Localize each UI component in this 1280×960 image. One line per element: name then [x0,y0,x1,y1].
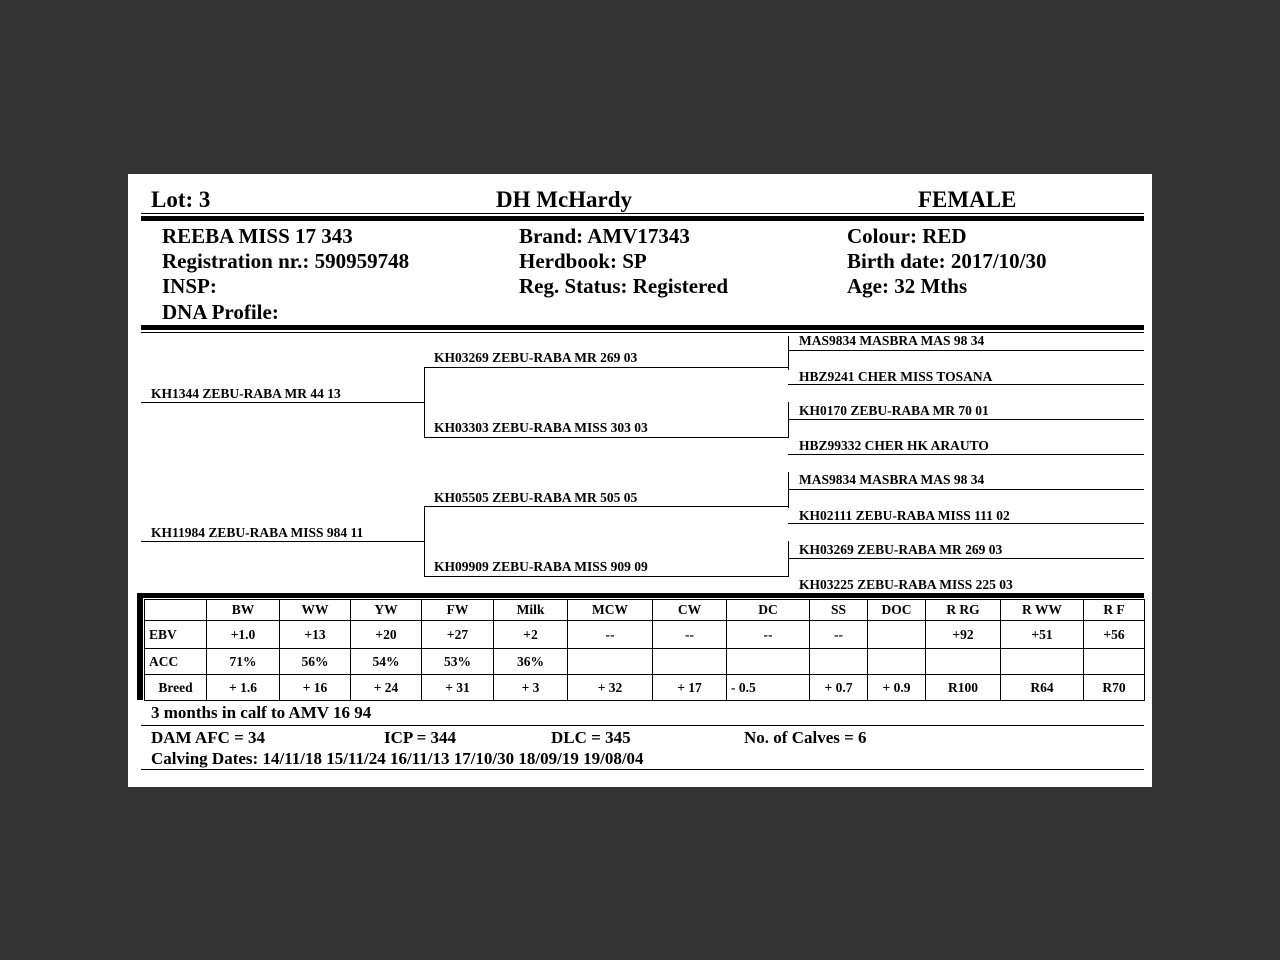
insp-field: INSP: [162,274,217,298]
ebv-col-rww: R WW [1001,600,1084,621]
gg-line-7 [788,558,1144,559]
ebv-rule-thick [137,593,1144,598]
pedigree-sire: KH1344 ZEBU-RABA MR 44 13 [151,386,341,401]
icp-value: ICP = 344 [384,728,457,747]
ebv-col-rrg: R RG [926,600,1001,621]
ebv-col-bw: BW [207,600,280,621]
ebv-cell: +13 [280,621,351,649]
acc-cell: 36% [494,649,568,675]
pedigree-sire-dam: KH03303 ZEBU-RABA MISS 303 03 [434,420,648,435]
ebv-col-ww: WW [280,600,351,621]
breed-cell: R100 [926,675,1001,701]
reg-status-field: Reg. Status: Registered [519,274,728,298]
pedigree-gg-1: MAS9834 MASBRA MAS 98 34 [799,333,985,348]
breed-row [145,675,1145,701]
gg-bracket-2 [788,402,789,438]
brand-field: Brand: AMV17343 [519,224,690,248]
breed-cell: + 24 [351,675,422,701]
dlc-value: DLC = 345 [551,728,631,747]
pedigree-gg-7: KH03269 ZEBU-RABA MR 269 03 [799,542,1003,557]
ebv-col-doc: DOC [868,600,926,621]
acc-cell [1084,649,1145,675]
ebv-cell: +56 [1084,621,1145,649]
dam-bracket [424,506,425,576]
ebv-cell: +1.0 [207,621,280,649]
gg-bracket-1 [788,336,789,370]
acc-cell [653,649,727,675]
breed-cell: + 0.7 [810,675,868,701]
gg-line-3 [788,419,1144,420]
gg-line-4 [788,454,1144,455]
breed-cell: + 0.9 [868,675,926,701]
gg-line-1 [788,350,1144,351]
notes-rule [141,725,1144,726]
ebv-header-row [145,600,1145,621]
pedigree-gg-6: KH02111 ZEBU-RABA MISS 111 02 [799,508,1010,523]
in-calf-note: 3 months in calf to AMV 16 94 [151,703,372,722]
registration-number: Registration nr.: 590959748 [162,249,410,273]
calves-count: No. of Calves = 6 [744,728,867,747]
gg-bracket-3 [788,472,789,508]
lot-value: 3 [198,187,211,212]
acc-cell: 54% [351,649,422,675]
birth-date-field: Birth date: 2017/10/30 [847,249,1047,273]
breed-cell: R70 [1084,675,1145,701]
pedigree-gg-5: MAS9834 MASBRA MAS 98 34 [799,472,985,487]
acc-row-label: ACC [145,649,207,675]
pedigree-gg-2: HBZ9241 CHER MISS TOSANA [799,369,993,384]
breed-cell: + 1.6 [207,675,280,701]
dam-dam-line [424,576,788,577]
colour-field: Colour: RED [847,224,967,248]
ebv-col-rf: R F [1084,600,1145,621]
ebv-col-yw: YW [351,600,422,621]
ebv-col-cw: CW [653,600,727,621]
ebv-col-milk: Milk [494,600,568,621]
sire-sire-line [424,367,788,368]
ebv-cell: -- [727,621,810,649]
ebv-table [144,599,1145,701]
breed-cell: - 0.5 [727,675,810,701]
breed-cell: + 16 [280,675,351,701]
acc-row [145,649,1145,675]
breed-cell: + 32 [568,675,653,701]
sire-bracket [424,367,425,437]
ebv-row-label: EBV [145,621,207,649]
pedigree-sire-sire: KH03269 ZEBU-RABA MR 269 03 [434,350,638,365]
gg-line-5 [788,489,1144,490]
breeder-name: DH McHardy [496,187,633,212]
ebv-cell: +20 [351,621,422,649]
ebv-row [145,621,1145,649]
ebv-cell: +27 [422,621,494,649]
acc-cell [1001,649,1084,675]
sire-line [141,402,424,403]
pedigree-dam: KH11984 ZEBU-RABA MISS 984 11 [151,525,364,540]
ebv-col-ss: SS [810,600,868,621]
dam-afc: DAM AFC = 34 [151,728,266,747]
ebv-col-dc: DC [727,600,810,621]
breed-cell: + 17 [653,675,727,701]
breed-row-label: Breed [145,675,207,701]
age-field: Age: 32 Mths [847,274,968,298]
ebv-cell [868,621,926,649]
sire-dam-line [424,437,788,438]
ebv-cell: -- [653,621,727,649]
sex-label: FEMALE [918,187,1017,212]
breed-cell: + 3 [494,675,568,701]
bottom-rule [141,769,1144,770]
acc-cell: 56% [280,649,351,675]
pedigree-gg-8: KH03225 ZEBU-RABA MISS 225 03 [799,577,1013,592]
pedigree-gg-3: KH0170 ZEBU-RABA MR 70 01 [799,403,989,418]
dna-profile-field: DNA Profile: [162,300,279,324]
ebv-left-bar [137,593,143,700]
acc-cell [868,649,926,675]
acc-cell [568,649,653,675]
breed-cell: R64 [1001,675,1084,701]
breed-cell: + 31 [422,675,494,701]
ebv-cell: +92 [926,621,1001,649]
ebv-cell: -- [568,621,653,649]
acc-cell [810,649,868,675]
info-rule-thin [141,332,1144,333]
herdbook-field: Herdbook: SP [519,249,647,273]
ebv-col-fw: FW [422,600,494,621]
lot-label: Lot: [151,187,194,212]
acc-cell: 71% [207,649,280,675]
lot-number [151,187,210,213]
ebv-cell: +2 [494,621,568,649]
ebv-col-mcw: MCW [568,600,653,621]
acc-cell [926,649,1001,675]
animal-name: REEBA MISS 17 343 [162,224,353,248]
dam-sire-line [424,506,788,507]
sale-lot-card [128,174,1152,787]
calving-dates: Calving Dates: 14/11/18 15/11/24 16/11/13 17/10/30 18/09/19 19/08/04 [151,749,644,768]
acc-cell: 53% [422,649,494,675]
ebv-cell: +51 [1001,621,1084,649]
dam-line [141,541,424,542]
ebv-cell: -- [810,621,868,649]
header-rule-thin [141,213,1144,214]
pedigree-dam-sire: KH05505 ZEBU-RABA MR 505 05 [434,490,638,505]
pedigree-gg-4: HBZ99332 CHER HK ARAUTO [799,438,989,453]
pedigree-dam-dam: KH09909 ZEBU-RABA MISS 909 09 [434,559,648,574]
gg-bracket-4 [788,541,789,577]
header-rule-thick [141,216,1144,221]
info-rule-thick [141,325,1144,330]
acc-cell [727,649,810,675]
ebv-col-blank [145,600,207,621]
